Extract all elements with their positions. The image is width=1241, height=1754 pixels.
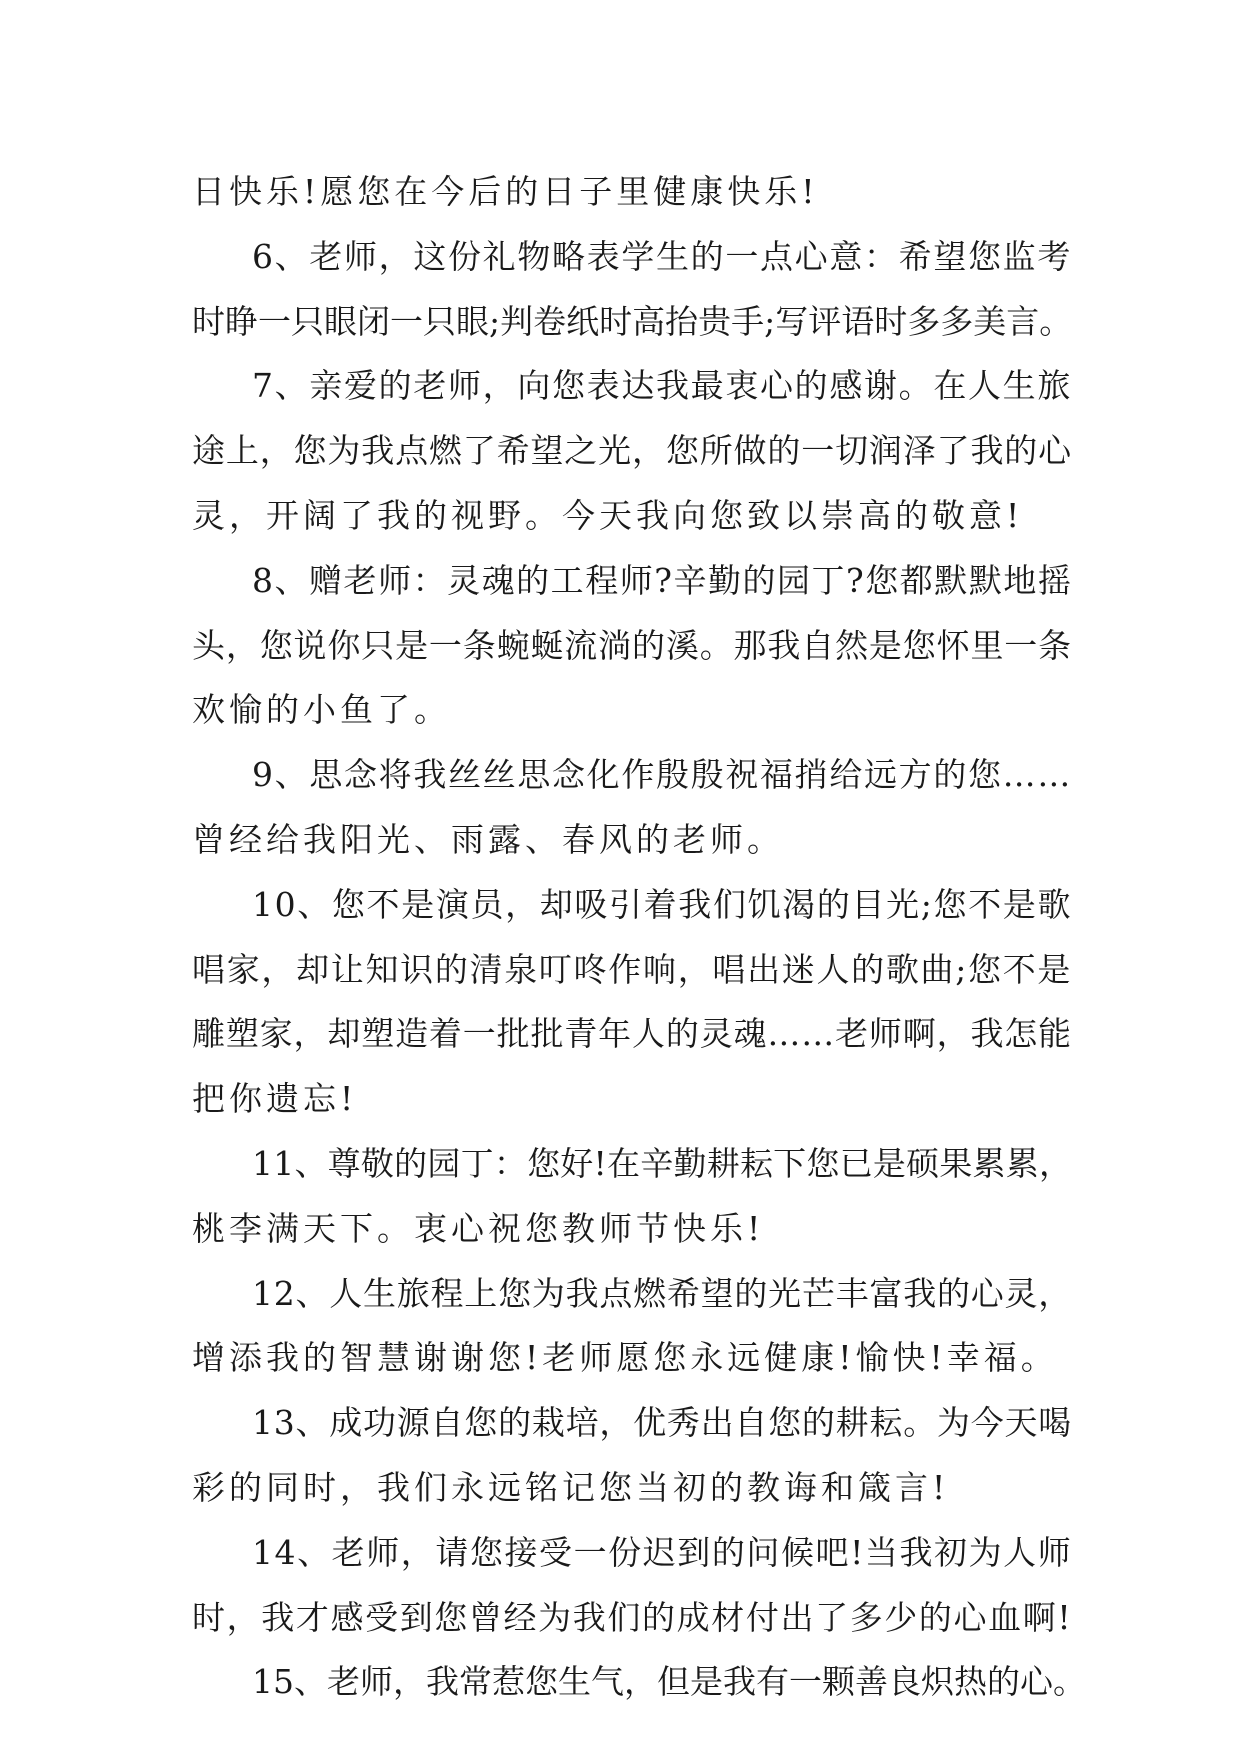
text-line: 头，您说你只是一条蜿蜒流淌的溪。那我自然是您怀里一条 bbox=[192, 625, 1072, 665]
text-line: 时，我才感受到您曾经为我们的成材付出了多少的心血啊! bbox=[192, 1597, 1073, 1637]
text-line: 欢愉的小鱼了。 bbox=[192, 690, 451, 730]
text-line: 7、亲爱的老师，向您表达我最衷心的感谢。在人生旅 bbox=[252, 366, 1072, 406]
text-line: 途上，您为我点燃了希望之光，您所做的一切润泽了我的心 bbox=[192, 431, 1072, 471]
text-line: 11、尊敬的园丁：您好!在辛勤耕耘下您已是硕果累累， bbox=[252, 1143, 1073, 1183]
document-body bbox=[192, 160, 1086, 1715]
text-line: 时睁一只眼闭一只眼;判卷纸时高抬贵手;写评语时多多美言。 bbox=[192, 301, 1073, 341]
text-line: 灵，开阔了我的视野。今天我向您致以崇高的敬意! bbox=[192, 495, 1024, 535]
text-line: 12、人生旅程上您为我点燃希望的光芒丰富我的心灵， bbox=[252, 1273, 1072, 1313]
text-line: 唱家，却让知识的清泉叮咚作响，唱出迷人的歌曲;您不是 bbox=[192, 949, 1073, 989]
text-line: 桃李满天下。衷心祝您教师节快乐! bbox=[192, 1208, 765, 1248]
text-line: 雕塑家，却塑造着一批批青年人的灵魂……老师啊，我怎能 bbox=[192, 1014, 1072, 1054]
text-line: 彩的同时，我们永远铭记您当初的教诲和箴言! bbox=[192, 1467, 950, 1507]
text-line: 曾经给我阳光、雨露、春风的老师。 bbox=[192, 819, 784, 859]
text-line: 日快乐!愿您在今后的日子里健康快乐! bbox=[192, 172, 819, 211]
text-line: 10、您不是演员，却吸引着我们饥渴的目光;您不是歌 bbox=[252, 884, 1073, 924]
text-line: 6、老师，这份礼物略表学生的一点心意：希望您监考 bbox=[252, 236, 1072, 276]
text-line: 15、老师，我常惹您生气，但是我有一颗善良炽热的心。 bbox=[252, 1662, 1086, 1702]
text-line: 增添我的智慧谢谢您!老师愿您永远健康!愉快!幸福。 bbox=[192, 1338, 1058, 1378]
text-line: 9、思念将我丝丝思念化作殷殷祝福捎给远方的您…… bbox=[252, 755, 1072, 795]
text-line: 把你遗忘! bbox=[192, 1079, 358, 1119]
text-line: 8、赠老师：灵魂的工程师?辛勤的园丁?您都默默地摇 bbox=[252, 560, 1073, 600]
text-line: 14、老师，请您接受一份迟到的问候吧!当我初为人师 bbox=[252, 1532, 1073, 1572]
text-line: 13、成功源自您的栽培，优秀出自您的耕耘。为今天喝 bbox=[252, 1403, 1072, 1443]
